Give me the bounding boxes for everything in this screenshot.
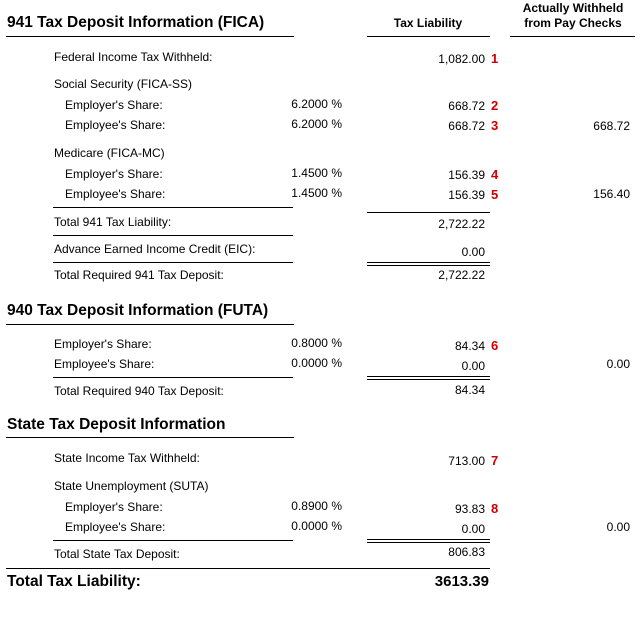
futa-employee-pct: 0.0000 % <box>291 356 342 370</box>
mc-employee-label: Employee's Share: <box>65 187 166 201</box>
futa-employer-pct: 0.8000 % <box>291 336 342 350</box>
suta-employee-pct: 0.0000 % <box>291 519 342 533</box>
ss-employee-label: Employee's Share: <box>65 118 166 132</box>
mc-employer-label: Employer's Share: <box>65 167 163 181</box>
eic-amount: 0.00 <box>461 245 485 259</box>
futa-title-rule <box>6 324 294 325</box>
grand-total-rule <box>6 568 490 569</box>
marker-4: 4 <box>491 167 499 182</box>
state-income-label: State Income Tax Withheld: <box>54 451 200 465</box>
mc-employee-amount: 156.39 <box>448 188 485 202</box>
fica-total-label: Total 941 Tax Liability: <box>54 215 172 229</box>
ss-employee-withheld: 668.72 <box>593 119 630 133</box>
marker-1: 1 <box>491 51 499 66</box>
grand-total-amount: 3613.39 <box>434 573 489 590</box>
tax-liability-header: Tax Liability <box>393 16 463 30</box>
suta-employee-label: Employee's Share: <box>65 520 166 534</box>
fica-subtotal-rule-left <box>53 207 293 208</box>
suta-employer-label: Employer's Share: <box>65 500 163 514</box>
state-deposit-rule-left <box>53 540 293 541</box>
mc-employee-pct: 1.4500 % <box>291 186 342 200</box>
futa-deposit-amount: 84.34 <box>454 383 485 397</box>
ss-employee-amount: 668.72 <box>448 119 485 133</box>
ss-employee-pct: 6.2000 % <box>291 117 342 131</box>
marker-8: 8 <box>491 501 499 516</box>
state-title-rule <box>6 437 294 438</box>
suta-employee-withheld: 0.00 <box>606 520 630 534</box>
futa-deposit-rule-left <box>53 377 293 378</box>
futa-employer-label: Employer's Share: <box>54 337 152 351</box>
suta-employer-amount: 93.83 <box>454 502 485 516</box>
state-deposit-rule-a <box>367 539 490 540</box>
ss-employer-amount: 668.72 <box>448 99 485 113</box>
mc-employee-withheld: 156.40 <box>593 187 630 201</box>
ss-employer-label: Employer's Share: <box>65 98 163 112</box>
marker-5: 5 <box>491 187 499 202</box>
marker-2: 2 <box>491 98 499 113</box>
mc-employer-pct: 1.4500 % <box>291 166 342 180</box>
suta-employer-pct: 0.8900 % <box>291 499 342 513</box>
fica-title-rule <box>6 36 294 37</box>
marker-7: 7 <box>491 453 499 468</box>
state-section-title: State Tax Deposit Information <box>7 416 226 433</box>
fica-deposit-rule-left <box>53 262 293 263</box>
suta-employee-amount: 0.00 <box>461 522 485 536</box>
fica-section-title: 941 Tax Deposit Information (FICA) <box>7 14 265 31</box>
futa-employee-label: Employee's Share: <box>54 357 155 371</box>
eic-rule-left <box>53 235 293 236</box>
mc-employer-amount: 156.39 <box>448 168 485 182</box>
grand-total-label: Total Tax Liability: <box>7 573 141 590</box>
state-deposit-amount: 806.83 <box>448 545 485 559</box>
futa-section-title: 940 Tax Deposit Information (FUTA) <box>7 302 269 319</box>
futa-deposit-rule-b <box>367 379 490 380</box>
suta-label: State Unemployment (SUTA) <box>54 479 209 493</box>
state-deposit-rule-b <box>367 542 490 543</box>
state-income-amount: 713.00 <box>448 454 485 468</box>
eic-label: Advance Earned Income Credit (EIC): <box>54 242 256 256</box>
mc-label: Medicare (FICA-MC) <box>54 146 165 160</box>
fica-deposit-rule-a <box>367 262 490 263</box>
ss-label: Social Security (FICA-SS) <box>54 77 193 91</box>
futa-deposit-rule-a <box>367 376 490 377</box>
withheld-header-line2: from Pay Checks <box>524 16 622 30</box>
futa-deposit-label: Total Required 940 Tax Deposit: <box>54 384 224 398</box>
marker-6: 6 <box>491 338 499 353</box>
fica-deposit-rule-b <box>367 265 490 266</box>
tax-liability-header-rule <box>367 36 490 37</box>
fed-income-amount: 1,082.00 <box>438 52 485 66</box>
marker-3: 3 <box>491 118 499 133</box>
fica-total-amount: 2,722.22 <box>438 217 485 231</box>
withheld-header-line1: Actually Withheld <box>522 1 624 15</box>
futa-employee-withheld: 0.00 <box>606 357 630 371</box>
fica-deposit-amount: 2,722.22 <box>438 268 485 282</box>
futa-employee-amount: 0.00 <box>461 359 485 373</box>
fed-income-label: Federal Income Tax Withheld: <box>54 50 213 64</box>
futa-employer-amount: 84.34 <box>454 339 485 353</box>
fica-subtotal-rule <box>367 212 490 213</box>
withheld-header-rule <box>510 36 635 37</box>
fica-deposit-label: Total Required 941 Tax Deposit: <box>54 268 224 282</box>
ss-employer-pct: 6.2000 % <box>291 97 342 111</box>
state-deposit-label: Total State Tax Deposit: <box>54 547 180 561</box>
